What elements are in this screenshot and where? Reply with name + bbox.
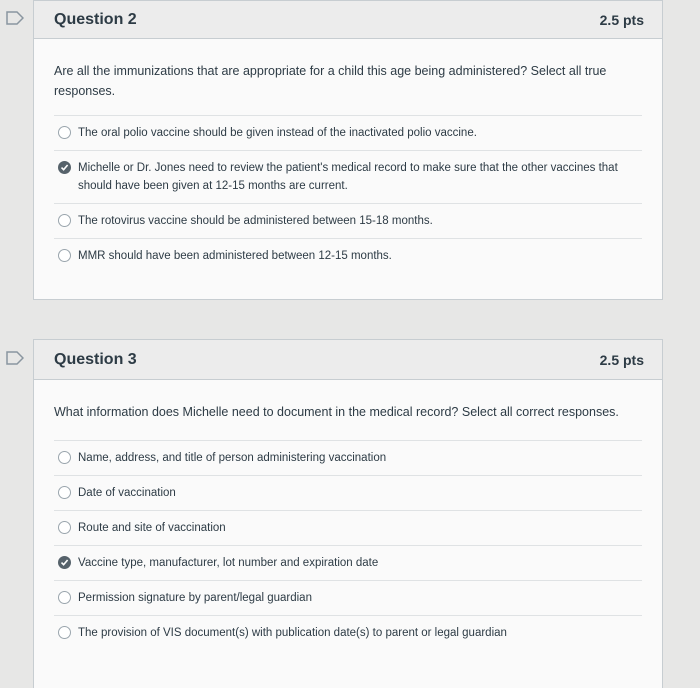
answer-option[interactable] [54, 151, 642, 204]
question-title: Question 3 [54, 350, 137, 368]
answer-label: The provision of VIS document(s) with publication date(s) to parent or legal guardian [78, 627, 507, 639]
answer-option[interactable] [54, 204, 642, 239]
question-header [34, 340, 662, 380]
question-text: What information does Michelle need to document in the medical record? Select all correct responses. [54, 405, 619, 419]
answer-label: Name, address, and title of person administering vaccination [78, 452, 387, 464]
checkbox-unchecked[interactable] [58, 214, 71, 227]
question-3 [33, 339, 663, 688]
answer-label: Date of vaccination [78, 487, 176, 499]
checkbox-checked[interactable] [58, 161, 71, 174]
answer-option[interactable] [54, 616, 642, 650]
checkbox-unchecked[interactable] [58, 249, 71, 262]
answer-label: Permission signature by parent/legal guardian [78, 592, 312, 604]
answer-label: Vaccine type, manufacturer, lot number and expiration date [78, 557, 379, 569]
question-points: 2.5 pts [599, 11, 644, 28]
question-header [34, 1, 662, 39]
answer-option[interactable] [54, 441, 642, 476]
answer-option[interactable] [54, 116, 642, 151]
flag-question-3-icon[interactable] [6, 351, 24, 365]
question-2 [33, 0, 663, 300]
answer-label: Michelle or Dr. Jones need to review the patient's medical record to make sure that the other vaccines that should have been given at 12-15 months are current. [78, 162, 618, 192]
question-points: 2.5 pts [599, 351, 644, 368]
answer-label: The rotovirus vaccine should be administered between 15-18 months. [78, 215, 433, 227]
checkmark-icon [60, 558, 69, 567]
answer-list [54, 115, 642, 273]
answer-option[interactable] [54, 546, 642, 581]
checkmark-icon [60, 163, 69, 172]
answer-option[interactable] [54, 511, 642, 546]
checkbox-unchecked[interactable] [58, 451, 71, 464]
answer-label: The oral polio vaccine should be given instead of the inactivated polio vaccine. [78, 127, 477, 139]
answer-option[interactable] [54, 581, 642, 616]
question-text: Are all the immunizations that are appropriate for a child this age being administered? Select all true responses. [54, 64, 607, 98]
question-title: Question 2 [54, 10, 137, 28]
flag-question-2-icon[interactable] [6, 11, 24, 25]
checkbox-unchecked[interactable] [58, 591, 71, 604]
answer-list [54, 440, 642, 650]
checkbox-unchecked[interactable] [58, 521, 71, 534]
checkbox-unchecked[interactable] [58, 126, 71, 139]
checkbox-checked[interactable] [58, 556, 71, 569]
answer-option[interactable] [54, 476, 642, 511]
answer-label: Route and site of vaccination [78, 522, 226, 534]
answer-option[interactable] [54, 239, 642, 273]
answer-label: MMR should have been administered between 12-15 months. [78, 250, 392, 262]
checkbox-unchecked[interactable] [58, 626, 71, 639]
checkbox-unchecked[interactable] [58, 486, 71, 499]
